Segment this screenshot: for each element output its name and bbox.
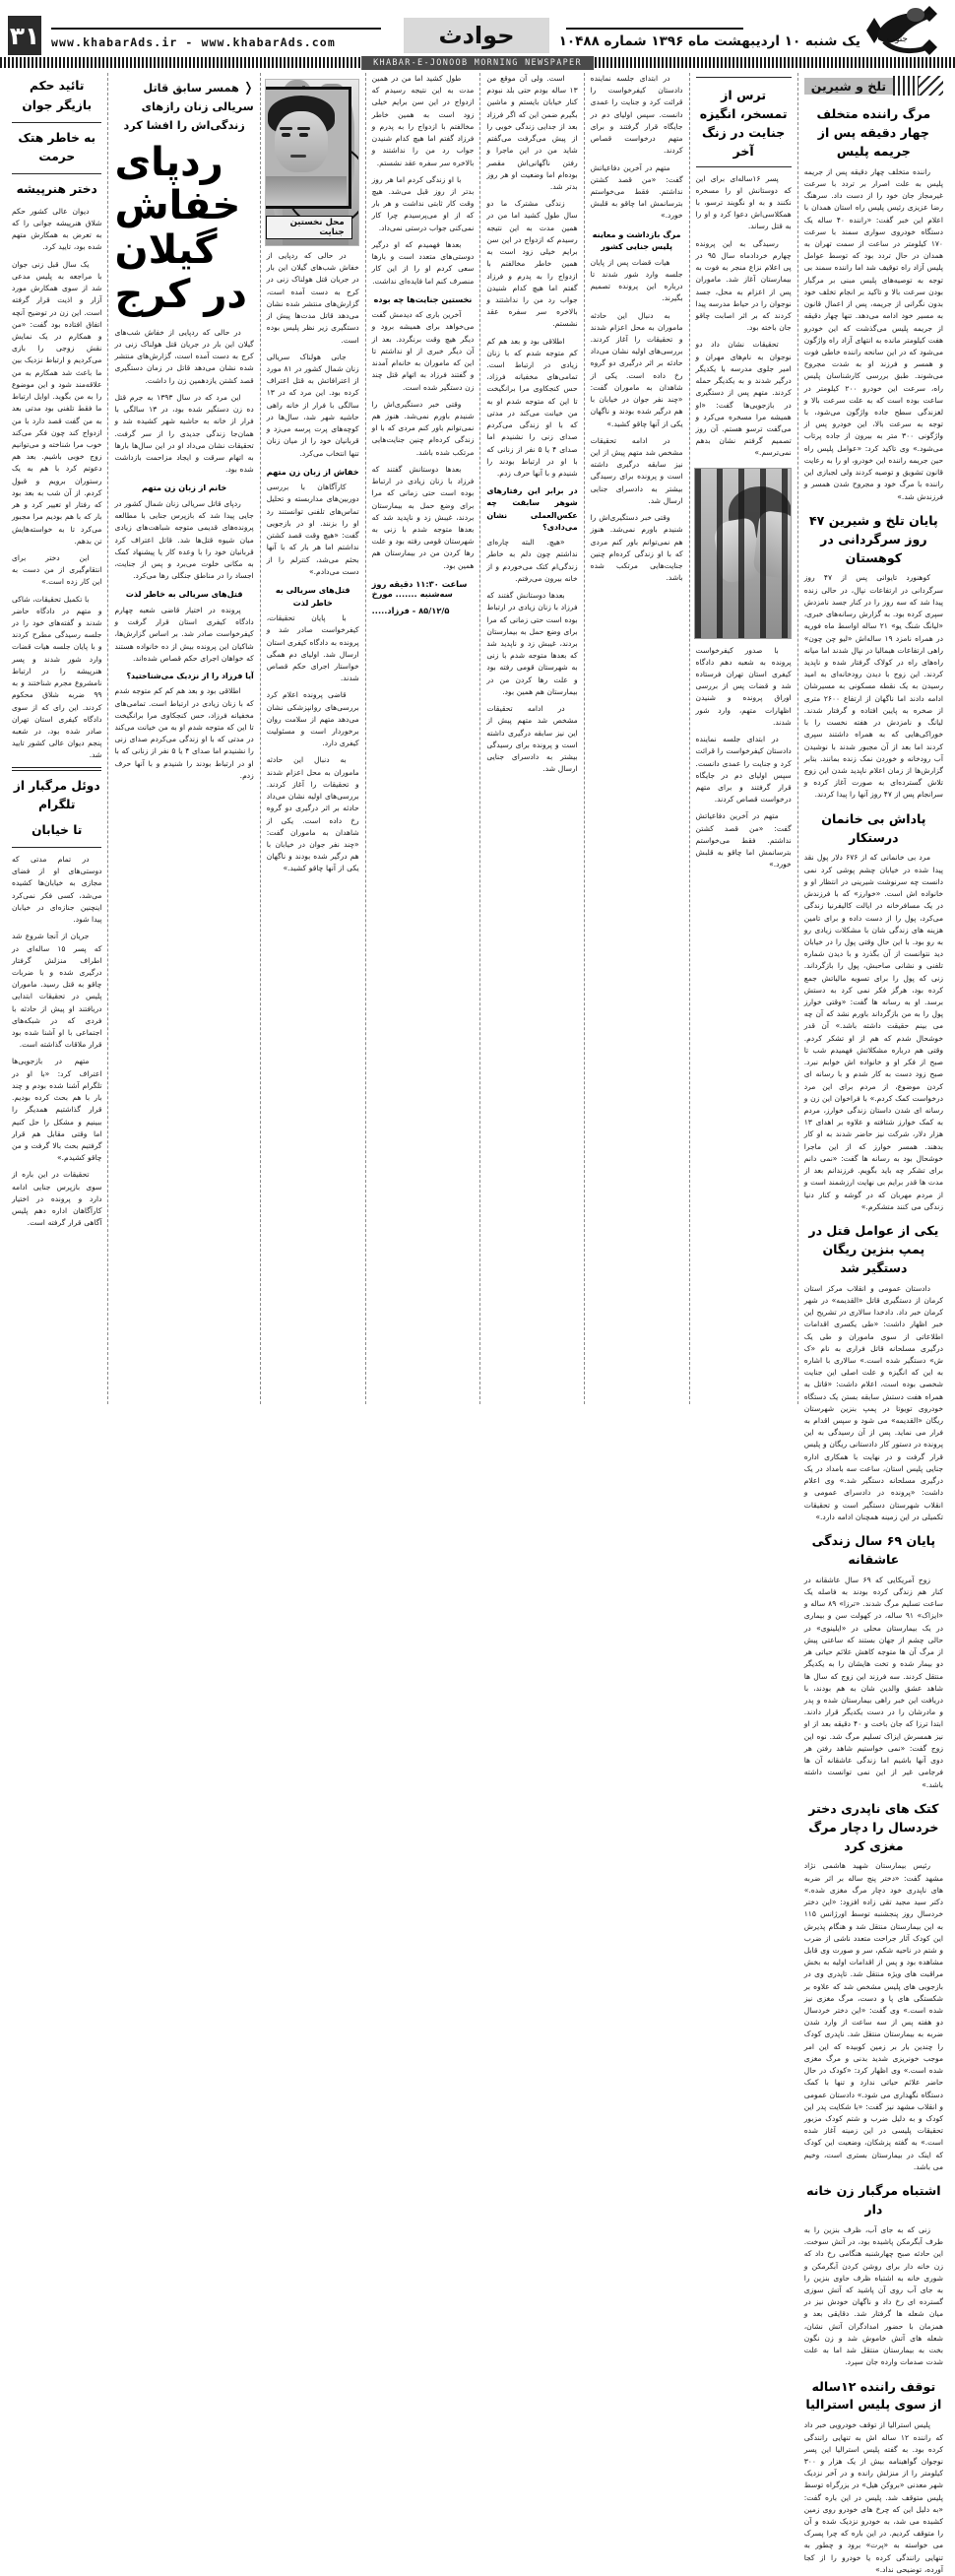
brief-headline-2: پایان تلخ و شیرین ۴۷ روز سرگردانی در کوهستان (804, 512, 943, 568)
lead-subheading-1: خانم از زبان زن متهم (114, 482, 253, 494)
briefs-section-label: تلخ و شیرین (804, 78, 893, 95)
colf-body-p2: جانی هولناک سریالی زنان شمال کشور در ۸۱ مورد از اعترافاتش به قتل اعتراف کرده بود. این مرد که در ۱۳ سالگی با فرار از خانه راهی حاشیه شهر شد، سال‌ها در کوچه‌های پرت پرسه می‌زد و قربانیان خود را از میان زنان تنها انتخاب می‌کرد. (267, 352, 359, 460)
story-signature-date: ۸۵/۱۲/۵ - فرزاد..... (372, 606, 475, 615)
cole-body-p2: با او زندگی کردم اما هر روز بدتر از روز قبل می‌شد. هیچ وقت کار ثابتی نداشت و هر بار که از او می‌پرسیدم چرا کار نمی‌کنی جواب درستی نمی‌داد. (372, 174, 475, 234)
cole-body-p4: آخرین باری که دیدمش گفت می‌خواهد برای همیشه برود و دیگر هیچ وقت برنگردد. بعد از آن دیگر خبری از او نداشتم تا این که ماموران به خانه‌ام آمدند و گفتند فرزاد به اتهام قتل چند زن دستگیر شده است. (372, 309, 475, 394)
lead-kicker-1 (114, 79, 253, 116)
sidebar2-body-p1: در تمام مدتی که دوستی‌های او از فضای مجازی به خیابان‌ها کشیده می‌شد، کسی فکر نمی‌کرد اینچنین جنازه‌ای در خیابان پیدا شود. (12, 854, 101, 926)
colb-body-p1: پسر ۱۶ساله‌ای برای این که دوستانش او را مسخره نکنند و به او نگویند ترسو، با همکلاسی‌اش دعوا کرد و او را به قتل رساند. (696, 173, 792, 233)
cold-body-p4: بعدها دوستانش گفتند که فرزاد با زنان زیادی در ارتباط بوده است حتی زمانی که مرا برای وضع حمل به بیمارستان بردند، غیبش زد و ناپدید شد که بعدها متوجه شدم با زنی به شهرستان قومی رفته بود و علت رها کردن من در بیمارستان هم همین بود. (486, 590, 577, 698)
brief-headline-5: پایان ۶۹ سال زندگی عاشقانه (804, 1532, 943, 1570)
column-sidebar (6, 73, 107, 1404)
sidebar-body-p1: دیوان عالی کشور حکم شلاق هنرپیشه جوانی را که به تعرض به همکارش متهم شده بود، تایید کرد. (12, 206, 101, 254)
crime-scene-photo (265, 79, 359, 246)
english-masthead-label: KHABAR-E-JONOOB MORNING NEWSPAPER (361, 56, 594, 70)
masthead-rule-left (51, 28, 381, 30)
brief-body-5: زوج آمریکایی که ۶۹ سال عاشقانه در کنار هم زندگی کرده بودند به فاصله یک ساعت تسلیم مرگ شدند. «ترزا» ۸۹ ساله و «ایزاک» ۹۱ ساله، در کهولت سن و بیماری در یک بیمارستان محلی در «ایلینوی» در حالی چشم از جهان بستند که ساعتی پیش از مرگ آن ها متوجه کاهش علائم حیاتی هر دو بیمار شده و تخت هایشان را به یکدیگر منتقل کردند. سه فرزند این زوج که سال ها شاهد عشق والدین شان به هم بودند، با دریافت این خبر راهی بیمارستان شده و پدر و مادرشان را در دست یکدیگر قرار دادند. ابتدا ترزا که جان باخت و ۴۰ دقیقه بعد از او نیز همسرش ایزاک تسلیم مرگ شد. نوه این زوج گفت: «نمی خواستیم شاهد رفتن هر دوی آنها باشیم اما زندگی عاشقانه آن ها فرجامی غیر از این نمی توانست داشته باشد.» (804, 1575, 943, 1791)
brief-body-1: راننده متخلف چهار دقیقه پس از جریمه پلیس به علت اصرار بر تردد با سرعت غیرمجاز جان خود را از دست داد. سرهنگ رضا عزیزی رئیس پلیس راه استان همدان با اعلام این خبر گفت: «راننده ۴۰ ساله یک دستگاه خودروی سواری سمند با سرعت ۱۷۰ کیلومتر در ساعت از سمت تهران به همدان در حال تردد بود که توسط عوامل پلیس آزاد راه توقیف شد اما راننده سمند بی توجه به توصیه‌های پلیس مبنی بر مرگبار بودن سرعت بالا و تاکید بر انجام تخلف خود بدون نگرانی از جریمه، پس از اعمال قانون به مسیر خود ادامه می‌دهد. تنها چهار دقیقه از جریمه پلیس می‌گذشت که این خودرو هفت کیلومتر مانده به انتهای آزاد راه واژگون می‌شود که در این سانحه راننده خاطی فوت و همسر و فرزند او به شدت مجروح می‌شوند. طبق بررسی کارشناسان پلیس راه، سرعت این خودرو ۲۰۰ کیلومتر در ساعت بوده است که به علت سرعت بالا و لغزندگی سطح جاده واژگون می‌شود، با توجه به سرعت بالا، این خودرو پس از واژگونی ۳۰۰ متر به بیرون از جاده پرتاب می‌شود.» وی تاکید کرد: «عوامل پلیس راه حین جریمه راننده این خودرو، او را به رعایت قانون تشویق و توصیه کردند ولی لجبازی این راننده با مرگ خود و مجروح شدن همسر و فرزندش شد.» (804, 166, 943, 503)
colc-body-p2: متهم در آخرین دفاعیاتش گفت: «من قصد کشتن نداشتم. فقط می‌خواستم بترسانمش اما چاقو به قلبش خورد.» (591, 162, 683, 223)
section-title: حوادث (404, 18, 549, 53)
column-c (584, 73, 689, 1404)
sidebar2-body-p2: جریان از آنجا شروع شد که پسر ۱۵ ساله‌ای در اطراف منزلش گرفتار درگیری شده و با ضربات چاقو به قتل رسید. ماموران پلیس در تحقیقات ابتدایی دریافتند او پیش از حادثه با فردی که در شبکه‌های اجتماعی با او آشنا شده بود قرار ملاقات گذاشته است. (12, 931, 101, 1051)
colc-body-p1: در ابتدای جلسه نماینده دادستان کیفرخواست را قرائت کرد و جنایت را عمدی دانست. سپس اولیای دم در جایگاه قرار گرفتند و برای متهم درخواست قصاص کردند. (591, 73, 683, 158)
brief-headline-3: پاداش بی خانمان درستکار (804, 810, 943, 848)
lead-body-p4: پرونده در اختیار قاضی شعبه چهارم دادگاه کیفری استان قرار گرفت و کیفرخواست صادر شد. بر اساس گزارش‌ها، شاکیان این پرونده بیش از ده خانواده هستند که خواهان اجرای حکم قصاص شده‌اند. (114, 605, 253, 665)
brief-headline-7: اشتباه مرگبار زن خانه دار (804, 2182, 943, 2220)
lead-kicker-1-text: همسر سابق قاتل سریالی زنان رازهای (142, 82, 254, 113)
divider (12, 767, 101, 771)
sidebar-body-p4: با تکمیل تحقیقات، شاکی و متهم در دادگاه حاضر شدند و گفته‌های خود را در جلسه رسیدگی مطرح کردند و با پایان جلسه هیات قضات وارد شور شدند و پسر هنرپیشه را در ارتباط نامشروع مجرم شناختند و به ۹۹ ضربه شلاق محکوم کردند. این رای که از سوی دادگاه کیفری استان تهران صادر شده بود، در شعبه پنجم دیوان عالی کشور تایید شد. (12, 594, 101, 762)
lead-body-p1: در حالی که ردپایی از خفاش شب‌های گیلان این بار در جریان قتل هولناک زنی در کرج به دست آمده است، گزارش‌های منتشر شده نشان می‌دهد قاتل در زمان دستگیری قصد کشتن یازدهمین زن را داشت. (114, 327, 253, 387)
suspect-portrait (265, 87, 351, 209)
colf-subheading-1: خفاش از زبان زن متهم (267, 466, 359, 479)
colb-body-p3: تحقیقات نشان داد دو نوجوان به نام‌های مهران و امیر جلوی مدرسه با یکدیگر درگیر شدند و به یکدیگر حمله کردند. متهم پس از دستگیری در بازجویی‌ها گفت: «او همیشه مرا مسخره می‌کرد و می‌گفت ترسو هستم. آن روز تصمیم گرفتم نشان بدهم نمی‌ترسم.» (696, 339, 792, 459)
portrait-brow-right (297, 127, 310, 130)
brief-body-4: دادستان عمومی و انقلاب مرکز استان کرمان از دستگیری قاتل «القدیمه» در شهر کرمان خبر داد. دادخدا سالاری در تشریح این خبر اظهار داشت: «طی یکسری اقدامات اطلاعاتی از سوی ماموران و طی یک درگیری مسلحانه قاتل فراری به نام «ک ش» دستگیر شده است.» سالاری با اشاره به این که انگیزه و علت اصلی این جنایت شخصی بوده است، اعلام داشت: «قاتل به همراه هفت دستش سابقه بستن یک دستگاه خودروی تویوتا در پمپ بنزین شهرستان ریگان «القدیمه» می شود و سپس اقدام به فرار می نماید. پس از آن رسیدگی به این پرونده در دستور کار دادستانی ریگان و پلیس قرار گرفت و در نهایت با همکاری اداره جنایی پلیس استان، ساعت سه بامداد در یک درگیری مسلحانه دستگیر شد.» وی اعلام داشت: «پرونده در دادسرای عمومی و انقلاب شهرستان دستگیر است و تحقیقات تکمیلی در این زمینه همچنان ادامه دارد.» (804, 1283, 943, 1523)
colb-body-p4: با صدور کیفرخواست پرونده به شعبه دهم دادگاه کیفری استان تهران فرستاده شد و قضات پس از بررسی اوراق پرونده و شنیدن اظهارات متهم، وارد شور شدند. (696, 645, 792, 730)
sidebar-body-p3: این دختر برای انتقام‌گیری از من دست به این کار زده است.» (12, 552, 101, 589)
portrait-eye-right (299, 133, 308, 137)
page-number: ۳۱ (8, 16, 41, 55)
colb-body-p2: رسیدگی به این پرونده چهارم خردادماه سال ۹۵ در پی اعلام نزاع منجر به فوت به بیمارستان آغاز شد. ماموران پس از اعزام به محل، جسد نوجوان را در حیاط مدرسه پیدا کردند که بر اثر اصابت چاقو جان باخته بود. (696, 238, 792, 335)
photo-caption: محل نخستین جنایت (266, 216, 352, 239)
column-lead-feature (107, 73, 259, 1404)
brief-item (804, 105, 943, 503)
briefs-section-header (804, 75, 943, 97)
brief-item (804, 2378, 943, 2576)
divider (696, 77, 792, 78)
brief-headline-1: مرگ راننده متخلف چهار دقیقه پس از جریمه پلیس (804, 105, 943, 161)
sidebar-headline-1-line3: دختر هنرپیشه (12, 180, 101, 200)
brief-body-6: رئیس بیمارستان شهید هاشمی نژاد مشهد گفت: «دختر پنج ساله بر اثر ضربه های ناپدری خود دچار مرگ مغزی شده.» دکتر سید مجید تقی زاده افزود: «این دختر خردسال روز پنجشنبه توسط اورژانس ۱۱۵ به این بیمارستان منتقل شد و هنگام پذیرش این کودک آثار جراحت متعدد ناشی از ضرب و شتم در ناحیه شکم، سر و صورت وی قابل مشاهده بود و پس از اقدامات اولیه به بخش مراقبت های ویژه منتقل شد. تاپدری وی در بازجویی های پلیس مشخص شد که علاوه بر شکستگی های پا و دست، مرگ مغزی نیز شده است.» وی گفت: «این دختر خردسال دو هفته پس از سه ساعت از وارد شدن ضربه به بیمارستان منتقل شد. ناپدری کودک را چندین بار بر زمین کوبیده که این امر موجب خونریزی شدید بدنی و مرگ مغزی شده است.» وی اظهار کرد: «کودک در حال حاضر علائم حیاتی ندارد و تنها با کمک دستگاه نگهداری می شود.» دادستان عمومی و انقلاب مشهد نیز گفت: «با شکایت پدر این کودک و به دلیل ضرب و شتم کودک مزبور تحقیقات پلیسی در این زمینه آغاز شده است.» به گفته پزشکان، وضعیت این کودک که اینک در بیمارستان بستری است، وخیم می باشد. (804, 1860, 943, 2173)
cole-subheading: نخستین جنایت‌ها چه بوده (372, 293, 475, 306)
portrait-eye-left (282, 133, 290, 137)
brief-item (804, 2182, 943, 2368)
colf-subheading-2: قتل‌های سریالی به خاطر لذت (267, 584, 359, 609)
portrait-mouth (290, 155, 306, 158)
brief-item (804, 1532, 943, 1791)
sidebar-body-p2: یک سال قبل زنی جوان با مراجعه به پلیس مدعی شد از سوی همکارش مورد آزار و اذیت قرار گرفته است. این زن در توضیح آنچه اتفاق افتاده بود گفت: «من و همکارم در یک نمایش نقش زوجی را بازی می‌کردیم و ارتباط نزدیک بین ما باعث شد همکارم به من علاقه‌مند شود و این موضوع را به من بگوید. اوایل ارتباط ما فقط تلفنی بود مدتی بعد به من گفت قصد دارد با من ازدواج کند چون فکر می‌کند خوب مرا شناخته و می‌توانیم زوج خوبی باشیم. بعد هم دعوتم کرد با هم به یک رستوران برویم و قبول کردم. از آن شب به بعد بود که رفتار او تغییر کرد و هر بار که با هم بودیم مرا مجبور می‌کرد تا به خواسته‌هایش تن بدهم. (12, 259, 101, 547)
story-signature-time: ساعت ۱۱:۳۰ دقیقه روز سه‌شنبه ....... مورخ (372, 579, 475, 599)
divider (12, 847, 101, 848)
brief-headline-6: کتک های ناپدری دختر خردسال را دچار مرگ مغزی کرد (804, 1800, 943, 1856)
header-hatch-right (893, 76, 918, 96)
colf-body-p3: کارآگاهان با بررسی دوربین‌های مداربسته و تحلیل تماس‌های تلفنی توانستند رد او را بزنند. او در بازجویی گفت: «هیچ وقت قصد کشتن نداشتم اما هر بار که با آنها بحثم می‌شد، کنترلم را از دست می‌دادم.» (267, 482, 359, 578)
lead-subheading-2: قتل‌های سریالی به خاطر لذت (114, 588, 253, 601)
lead-body-p2: این مرد که در سال ۱۳۹۳ به جرم قتل ده زن دستگیر شده بود، در ۱۳ سالگی با فرار از خانه به حاشیه شهر کشیده شد و همان‌جا زندگی جدیدی را از سر گرفت. تحقیقات نشان می‌داد او در این سال‌ها بارها به اتهام سرقت و ایجاد مزاحمت بازداشت شده بود. (114, 392, 253, 477)
brief-headline-8: توقف راننده ۱۲ساله از سوی پلیس استرالیا (804, 2378, 943, 2415)
column-b (689, 73, 797, 1404)
sidebar2-body-p3: متهم در بازجویی‌ها اعتراف کرد: «با او در تلگرام آشنا شده بودم و چند بار با هم بحث کرده بودیم. قرار گذاشتیم همدیگر را ببینیم و مشکل را حل کنیم اما وقتی مقابل هم قرار گرفتیم بحث بالا گرفت و من چاقو کشیدم.» (12, 1056, 101, 1164)
colc-body-p4: به دنبال این حادثه ماموران به محل اعزام شدند و تحقیقات را آغاز کردند. بررسی‌های اولیه نشان می‌داد حادثه بر اثر درگیری دو گروه رخ داده است. یکی از شاهدان به ماموران گفت: «چند نفر جوان در خیابان با هم درگیر شده بودند و ناگهان یکی از آنها چاقو کشید.» (591, 310, 683, 430)
page-grid (0, 73, 955, 1404)
lead-subheading-3: آیا فرزاد را از نزدیک می‌شناختید؟ (114, 671, 253, 682)
lead-body-p5: اطلاقی بود و بعد هم کم کم متوجه شدم که با زنان زیادی در ارتباط است. تمامی‌های مخفیانه فرزاد، حس کنجکاوی مرا برانگیخت تا این که متوجه شدم او به من خیانت می‌کند در مدتی که با او زندگی می‌کردم صدای زنی را نشنیدم اما صدای ۴ یا ۵ نفر از زنانی که با او در ارتباط بودند را شنیدم و با آنها حرف زدم. (114, 685, 253, 782)
lead-title-line-2: خفاش گیلان (114, 184, 253, 273)
column-left-briefs (797, 73, 949, 1404)
cold-body-p3: اطلاقی بود و بعد هم کم کم متوجه شدم که با زنان زیادی در ارتباط است. تمامی‌های مخفیانه فرزاد، حس کنجکاوی مرا برانگیخت تا این که متوجه شدم او به من خیانت می‌کند در مدتی که با او زندگی می‌کردم صدای زنی را نشنیدم اما صدای ۴ یا ۵ نفر از زنانی که با او در ارتباط بودند را شنیدم و با آنها حرف زدم. (486, 336, 577, 481)
sidebar-headline-2-line2: تا خیابان (12, 821, 101, 841)
brief-item (804, 512, 943, 802)
colf-body-p6: به دنبال این حادثه ماموران به محل اعزام شدند و تحقیقات را آغاز کردند. بررسی‌های اولیه نشان می‌داد حادثه بر اثر درگیری دو گروه رخ داده است. یکی از شاهدان به ماموران گفت: «چند نفر جوان در خیابان با هم درگیر شده بودند و ناگهان یکی از آنها چاقو کشید.» (267, 754, 359, 874)
colf-body-p5: قاضی پرونده اعلام کرد بررسی‌های روانپزشکی نشان می‌دهد متهم از سلامت روان برخوردار است و مسئولیت کیفری دارد. (267, 689, 359, 749)
colc-subheading: مرگ بازداشت و معاینه پلیس جنایی کشور (591, 228, 683, 253)
cole-body-p3: بعدها فهمیدم که او درگیر دوستی‌های متعدد است و بارها سعی کردم او را از این کار منصرف کنم اما فایده‌ای نداشت. (372, 239, 475, 288)
column-d (479, 73, 583, 1404)
cold-body-p2: زندگی مشترک ما دو سال طول کشید اما من در همین مدت به این نتیجه رسیدم که ازدواج در این سن برایم خیلی زود است به همین خاطر مخالفتم با ازدواج را به پدرم و فرزاد گفتم اما هیچ کدام شنیدن جواب رد من را نداشتند و بالاخره سر سفره عقد نشستم. (486, 198, 577, 330)
colc-body-p6: وقتی خبر دستگیری‌اش را شنیدم باورم نمی‌شد. هنوز هم نمی‌توانم باور کنم مردی که با او زندگی کرده‌ام چنین جنایت‌هایی مرتکب شده باشد. (591, 512, 683, 584)
column-e (365, 73, 480, 1404)
cole-body-p6: بعدها دوستانش گفتند که فرزاد با زنان زیادی در ارتباط بوده است حتی زمانی که مرا برای وضع حمل به بیمارستان بردند، غیبش زد و ناپدید شد که بعدها متوجه شدم با زنی به شهرستان قومی رفته بود و علت رها کردن من در بیمارستان هم همین بود. (372, 464, 475, 572)
portrait-shoulders (265, 176, 347, 206)
svg-text:جنوب: جنوب (887, 34, 908, 44)
brief-item (804, 810, 943, 1213)
prisoner-hands-photo (694, 468, 792, 639)
sidebar-headline-1-line1: تائید حکم بازیگر جوان (12, 77, 101, 116)
portrait-face (275, 111, 328, 172)
cole-body-p5: وقتی خبر دستگیری‌اش را شنیدم باورم نمی‌شد. هنوز هم نمی‌توانم باور کنم مردی که با او زندگی کرده‌ام چنین جنایت‌هایی مرتکب شده باشد. (372, 399, 475, 459)
sidebar-headline-1-line2: به خاطر هتک حرمت (12, 129, 101, 168)
brief-body-8: پلیس استرالیا از توقف خودرویی خبر داد که راننده ۱۲ ساله اش به تنهایی رانندگی کرده بود. به گفته پلیس استرالیا این پسر نوجوان گواهینامه بیش از یک هزار و ۳۰۰ کیلومتر را از منزلش رانده و در آخر نزدیک شهر معدنی «بروکن هیل» در بزرگراه توسط پلیس متوقف شد. پلیس در این باره گفت: «به دلیل این که چرخ های خودرو روی زمین کشیده می شد، به خودرو نزدیک شده و آن را متوقف کردیم. در این باره که چرا پسرک می خواسته به «پرت» برود و چطور به تنهایی رانندگی کرده یا خودرو را از کجا آورده، توضیحی نداد.» (804, 2419, 943, 2576)
brief-item (804, 1222, 943, 1523)
lead-title-line-3: در کرج (114, 273, 253, 317)
masthead-rule-right (566, 28, 743, 30)
lead-title (114, 141, 253, 317)
brief-body-7: زنی که به جای آب، ظرف بنزین را به طرف آبگرمکن پاشیده بود، در آتش سوخت. این حادثه صبح چهارشنبه هنگامی رخ داد که زن خانه دار برای روشن کردن آبگرمکن و شوری خانه به اشتباه ظرف حاوی بنزین را به جای آب روی آن پاشید که آتش سوزی گسترده ای رخ داد و ناگهان خودش نیز در میان شعله ها گرفتار شد. دقایقی بعد و همزمان با حضور امدادگران آتش نشان، شعله های آتش خاموش شد و زن نگون بخت به بیمارستان منتقل شد اما به علت شدت صدمات وارده جان سپرد. (804, 2224, 943, 2369)
portrait-brow-left (280, 127, 292, 130)
divider (696, 166, 792, 167)
colb-headline: ترس از تمسخر، انگیزه جنایت در زنگ آخر (696, 87, 792, 161)
issue-date-line: یک شنبه ۱۰ اردیبهشت ماه ۱۳۹۶ شماره ۱۰۴۸۸ (559, 33, 860, 49)
newspaper-logo-icon (860, 2, 951, 59)
photo-prison-bars (695, 469, 791, 638)
brief-headline-4: یکی از عوامل قتل در پمپ بنزین ریگان دستگیر شد (804, 1222, 943, 1278)
lead-body-p3: ردپای قاتل سریالی زنان شمال کشور در جایی پیدا شد که بازپرس جنایی با مطالعه پرونده‌های قدیمی متوجه شباهت‌های زیادی میان شیوه قتل‌ها شد. قاتل اعتراف کرد قربانیان خود را با وعده کار یا پیشنهاد کمک به مکانی خلوت می‌برد و پس از جنایت، اجساد را در مناطق جنگلی رها می‌کرد. (114, 498, 253, 583)
lead-kicker-2: زندگی‌اش را افشا کرد (114, 118, 253, 135)
header-hatch-left (919, 76, 943, 96)
brief-body-3: مرد بی خانمانی که از ۶۷۶ دلار پول نقد پیدا شده در خیابان چشم پوشی کرد نمی دانست چه سرنوشت شیرینی در انتظار او و خانواده اش است. «خوارز» که با فرزندش در یک مسافرخانه در ایالت کالیفرنیا زندگی می‌کرد، پول را از دست داده و برای تامین هزینه های زندگی شان با مشکلات زیادی رو به رو بود. با این حال وقتی پول را در خیابان دید نتوانست از آن بگذرد و با دیدن شماره تلفنی و نشانی صاحبش، پول را بازگرداند. زنی که پول را برای تسویه مالیاتش جمع کرده بود، هرگز فکر نمی کرد به دستش برسد. او به رسانه ها گفت: «وقتی خوارز پول را به من بازگرداند باورم نشد که آن چه می بینم حقیقت داشته باشد.» آن قدر خوشحال شدم که هم از او تشکر کردم. وقتی هم درباره مشکلاتش فهمیدم شب تا صبح از فکر او و خانواده اش خوابم نبرد. صبح زود دست به کار شدم و با رسانه ای کردن موضوع، از مردم برای این مرد درخواست کمک کردم.» با فراخوان این زن و رسانه ای شدن داستان زندگی خوارز، مردم به کمک خوارز شتافته و علاوه بر اهدای ۱۳ هزار دلار، شرکت نیز حاضر شدند به او کار بدهند. همسر خوارز که از این ماجرا خوشحال بود به رسانه ها گفت: «نمی دانم برای تشکر چه باید بگویم. فرزندانم بعد از مدت ها قدر برایم بی نهایت ارزشمند است و از مردم مهربان که در گوشه و کنار دنیا زندگی می کنند متشکرم.» (804, 852, 943, 1213)
divider (12, 122, 101, 123)
lead-title-line-1: ردپای (114, 141, 253, 185)
kicker-arrow-icon: ❬ (243, 81, 254, 96)
colb-body-p6: متهم در آخرین دفاعیاتش گفت: «من قصد کشتن نداشتم. فقط می‌خواستم بترسانمش اما چاقو به قلبش خورد.» (696, 810, 792, 870)
colc-body-p5: در ادامه تحقیقات مشخص شد متهم پیش از این نیز سابقه درگیری داشته است و پرونده برای رسیدگی بیشتر به دادسرای جنایی ارسال شد. (591, 435, 683, 507)
sidebar-headline-2-line1: دوئل مرگبار از تلگرام (12, 777, 101, 816)
cold-body-p1: است. ولی آن موقع من ۱۳ ساله بودم حتی بلد نبودم کنار خیابان بایستم و ماشین بگیرم ضمن این که اگر فرزاد بعد از جدایی زندگی خوبی را از پیش می‌گرفت می‌گفتم شاید من در این ماجرا و رفتن ناگهانی‌اش مقصر بوده‌ام اما وضعیت او هر روز بدتر شد. (486, 73, 577, 193)
cold-quote: «هیچ. البته چاره‌ای نداشتم چون دلم به خاطر زندگی‌ام کتک می‌خوردم و از خانه بیرون می‌رفتم. (486, 537, 577, 585)
sidebar2-body-p4: تحقیقات در این باره از سوی بازپرس جنایی ادامه دارد و پرونده در اختیار کارآگاهان اداره دهم پلیس آگاهی قرار گرفته است. (12, 1169, 101, 1229)
brief-body-2: کوهنورد تایوانی پس از ۴۷ روز سرگردانی در ارتفاعات نپال، در حالی زنده پیدا شد که سه روز را در کنار جسد نامزدش سپری کرده بود. به گزارش رسانه‌های خبری، «لیانگ شنگ یو» ۲۱ ساله اواسط ماه فوریه در همراه نامزد ۱۹ ساله‌اش «لیو چن چون» راهی ارتفاعات هیمالیا در نپال شدند اما میانه راه‌های راه در کولاک گرفتار شده و ناپدید کردند. این زوج با دیدن رودخانه‌ای به امید رسیدن به یک نقطه مسکونی به مسیرشان ادامه دادند اما ناگهان از ارتفاع ۲۶۰۰ متری از صخره به پایین افتاده و گرفتار شدند. لیانگ و نامزدش در هفته نخست را با خوراکی‌هایی که به همراه داشتند سپری کردند اما بعد از آن مجبور شدند با نوشیدن آب رودخانه و خوردن نمک زنده بمانند. بنابر گزارش‌ها از زمان اعلام ناپدید شدن این زوج تلاش گسترده‌ای به صورت آغاز کرده و سرانجام پس از ۴۷ روز آنها را پیدا کردند. (804, 572, 943, 801)
masthead (0, 0, 955, 61)
divider (12, 173, 101, 174)
brief-item (804, 1800, 943, 2173)
cold-question: در برابر این رفتارهای شوهر سابقت چه عکس‌العملی نشان می‌دادی؟ (486, 485, 577, 534)
colf-body-p4: با پایان تحقیقات، کیفرخواست صادر شد و پرونده به دادگاه کیفری استان ارسال شد. اولیای دم همگی خواستار اجرای حکم قصاص شدند. (267, 612, 359, 684)
colf-body-p1: در حالی که ردپایی از خفاش شب‌های گیلان این بار در جریان قتل هولناک زنی در کرج به دست آمده است، گزارش‌های منتشر شده نشان می‌دهد قاتل مدت‌ها پیش از دستگیری زیر نظر پلیس بوده است. (267, 250, 359, 347)
cold-body-p5: در ادامه تحقیقات مشخص شد متهم پیش از این نیز سابقه درگیری داشته است و پرونده برای رسیدگی بیشتر به دادسرای جنایی ارسال شد. (486, 703, 577, 775)
colc-body-p3: هیات قضات پس از پایان جلسه وارد شور شدند تا درباره این پرونده تصمیم بگیرند. (591, 257, 683, 305)
cole-body-p1: طول کشید اما من در همین مدت به این نتیجه رسیدم که ازدواج در این سن برایم خیلی زود است به همین خاطر مخالفتم با ازدواج را به پدرم و فرزاد گفتم اما هیچ کدام شنیدن جواب رد من را نداشتند و بالاخره سر سفره عقد نشستم. (372, 73, 475, 169)
column-f (260, 73, 365, 1404)
website-urls[interactable]: www.khabarAds.ir - www.khabarAds.com (51, 35, 336, 49)
colb-body-p5: در ابتدای جلسه نماینده دادستان کیفرخواست را قرائت کرد و جنایت را عمدی دانست. سپس اولیای دم در جایگاه قرار گرفتند و برای متهم درخواست قصاص کردند. (696, 734, 792, 805)
